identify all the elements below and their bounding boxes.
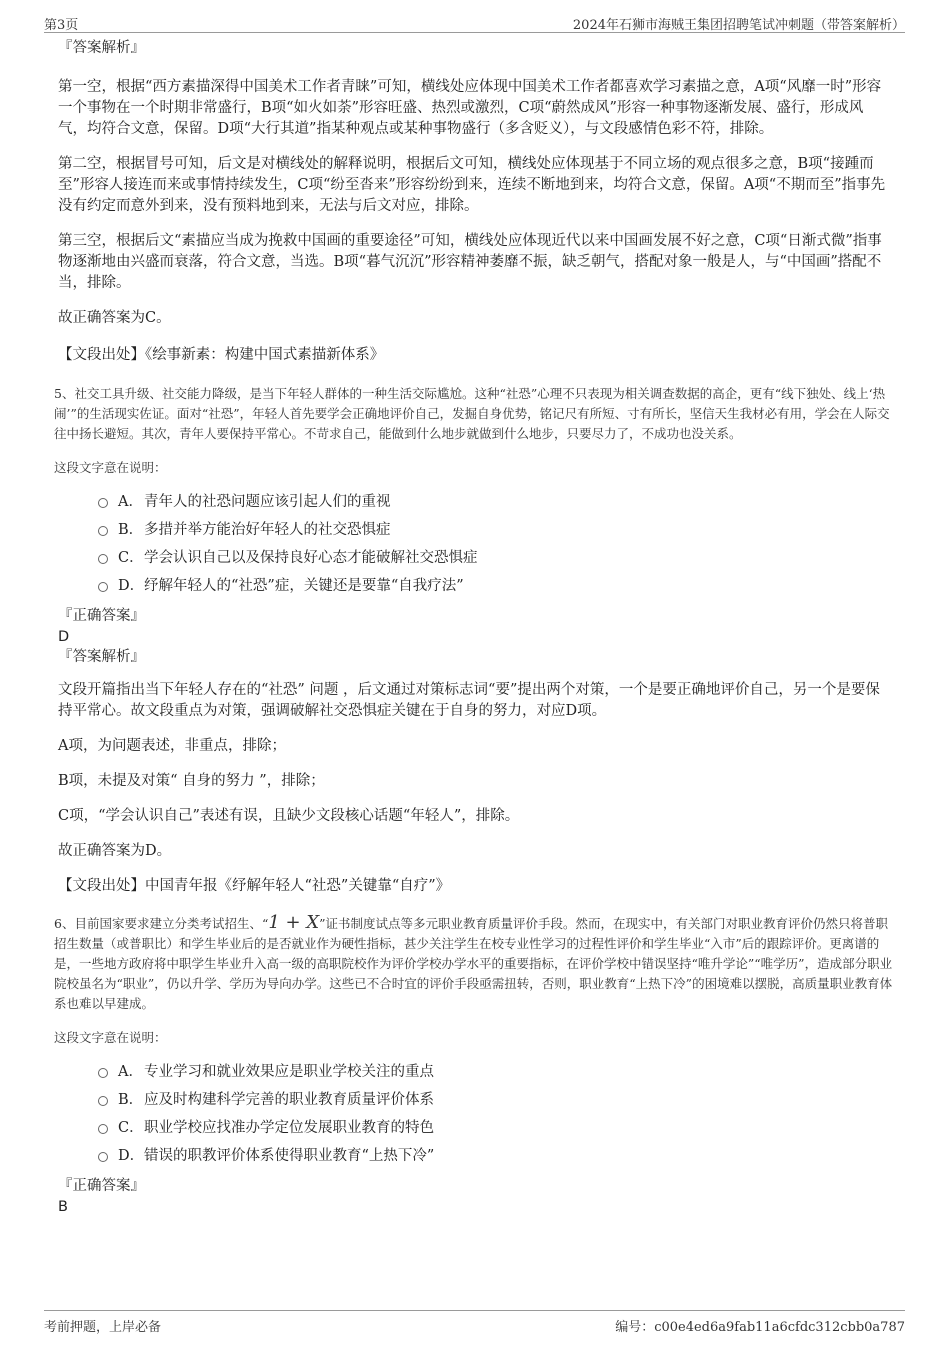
analysis-title: 『答案解析』 [58,649,145,665]
option-letter: A． [118,1063,143,1080]
answer-title: 『正确答案』 [58,608,145,624]
option-c[interactable] [98,542,888,570]
answer-title: 『正确答案』 [58,1178,145,1194]
option-text: 多措并举方能治好年轻人的社交恐惧症 [144,521,391,538]
analysis-paragraph: C项，“学会认识自己”表述有误，且缺少文段核心话题“年轻人”，排除。 [58,808,520,824]
option-text: 职业学校应找准办学定位发展职业教育的特色 [144,1119,434,1136]
conclusion-text: 故正确答案为C。 [58,310,171,326]
question-prompt: 这段文字意在说明： [54,460,167,475]
option-a[interactable] [98,1056,888,1084]
option-a[interactable] [98,486,888,514]
option-letter: B． [118,1091,144,1108]
page-header [44,12,905,33]
analysis-paragraph: 第二空，根据冒号可知，后文是对横线处的解释说明，根据后文可知，横线处应体现基于不同立场的观点很多之意，B项“接踵而至”形容人接连而来或事情持续发生，C项“纷至沓来”形容纷纷到来，连续不断地到来，均符合文意，保留。A项“不期而至”指事先没有约定而意外到来，没有预料地到来，无法与后文对应，排除。 [58,156,886,214]
option-b[interactable] [98,514,888,542]
option-text: 错误的职教评价体系使得职业教育“上热下冷” [144,1147,435,1164]
correct-answer: D [58,629,70,645]
analysis-paragraph: B项，未提及对策“ 自身的努力 ”，排除； [58,773,325,789]
option-text: 青年人的社恐问题应该引起人们的重视 [144,493,391,510]
option-letter: C． [118,549,144,566]
option-text: 专业学习和就业效果应是职业学校关注的重点 [144,1063,434,1080]
radio-icon[interactable] [98,554,108,564]
page-number-label: 第3页 [44,18,79,33]
option-d[interactable] [98,1140,888,1168]
page-footer [44,1310,905,1335]
option-c[interactable] [98,1112,888,1140]
question-6-stem [54,913,894,1014]
radio-icon[interactable] [98,1096,108,1106]
radio-icon[interactable] [98,1152,108,1162]
stem-text: 6、目前国家要求建立分类考试招生、“ [54,916,269,931]
radio-icon[interactable] [98,526,108,536]
option-d[interactable] [98,570,888,598]
option-text: 纾解年轻人的“社恐”症，关键还是要靠“自我疗法” [144,577,464,594]
analysis-title: 『答案解析』 [58,40,145,56]
analysis-paragraph: A项，为问题表述，非重点，排除； [58,738,286,754]
math-formula: 1 + X [268,912,320,933]
source-citation: 【文段出处】《绘事新素：构建中国式素描新体系》 [58,347,385,363]
radio-icon[interactable] [98,582,108,592]
question-6-options [98,1056,888,1168]
stem-text: ”证书制度试点等多元职业教育质量评价手段。然而，在现实中，有关部门对职业教育评价仍然只将普职招生数量（或普职比）和学生毕业后的是否就业作为硬性指标，甚少关注学生在校专业性学习的过程性评价和学生毕业“入市”后的跟踪评价。更离谱的是，一些地方政府将中职学生毕业升入高一级的高职院校作为评价学校办学水平的重要指标，在评价学校中错误坚持“唯升学论”“唯学历”，造成部分职业院校虽名为“职业”，仍以升学、学历为导向办学。这些已不合时宜的评价手段亟需扭转，否则，职业教育“上热下冷”的困境难以摆脱，高质量职业教育体系也难以早建成。 [54,916,893,1011]
option-letter: D． [118,577,145,594]
option-text: 应及时构建科学完善的职业教育质量评价体系 [144,1091,434,1108]
document-id: 编号：c00e4ed6a9fab11a6cfdc312cbb0a787 [615,1320,905,1335]
correct-answer: B [58,1199,68,1215]
option-letter: D． [118,1147,145,1164]
analysis-paragraph: 文段开篇指出当下年轻人存在的“社恐” 问题 ，后文通过对策标志词“要”提出两个对策，一个是要正确地评价自己，另一个是要保持平常心。故文段重点为对策，强调破解社交恐惧症关键在于自身的努力，对应D项。 [58,682,880,719]
option-letter: A． [118,493,143,510]
option-b[interactable] [98,1084,888,1112]
document-title: 2024年石狮市海贼王集团招聘笔试冲刺题（带答案解析） [572,18,905,33]
radio-icon[interactable] [98,498,108,508]
page-content [54,38,893,1217]
radio-icon[interactable] [98,1068,108,1078]
footer-slogan: 考前押题，上岸必备 [44,1320,162,1335]
question-5-stem: 5、社交工具升级、社交能力降级，是当下年轻人群体的一种生活交际尴尬。这种“社恐”心理不只表现为相关调查数据的高企，更有“线下独处、线上‘热闹’”的生活现实佐证。面对“社恐”，年轻人首先要学会正确地评价自己，发掘自身优势，铭记尺有所短、寸有所长，坚信天生我材必有用，学会在人际交往中扬长避短。其次，青年人要保持平常心。不苛求自己，能做到什么地步就做到什么地步，只要尽力了，不成功也没关系。 [54,386,890,441]
option-letter: C． [118,1119,144,1136]
radio-icon[interactable] [98,1124,108,1134]
analysis-paragraph: 第三空，根据后文“素描应当成为挽救中国画的重要途径”可知，横线处应体现近代以来中国画发展不好之意，C项“日渐式微”指事物逐渐地由兴盛而衰落，符合文意，当选。B项“暮气沉沉”形容精神萎靡不振，缺乏朝气，搭配对象一般是人，与“中国画”搭配不当，排除。 [58,233,882,291]
source-citation: 【文段出处】中国青年报《纾解年轻人“社恐”关键靠“自疗”》 [58,878,451,894]
question-prompt: 这段文字意在说明： [54,1030,167,1045]
analysis-paragraph: 第一空，根据“西方素描深得中国美术工作者青睐”可知，横线处应体现中国美术工作者都喜欢学习素描之意，A项“风靡一时”形容一个事物在一个时期非常盛行，B项“如火如荼”形容旺盛、热烈或激烈，C项“蔚然成风”形容一种事物逐渐发展、盛行，形成风气，均符合文意，保留。D项“大行其道”指某种观点或某种事物盛行（多含贬义），与文段感情色彩不符，排除。 [58,79,882,137]
option-text: 学会认识自己以及保持良好心态才能破解社交恐惧症 [144,549,478,566]
conclusion-text: 故正确答案为D。 [58,843,172,859]
option-letter: B． [118,521,144,538]
question-5-options [98,486,888,598]
